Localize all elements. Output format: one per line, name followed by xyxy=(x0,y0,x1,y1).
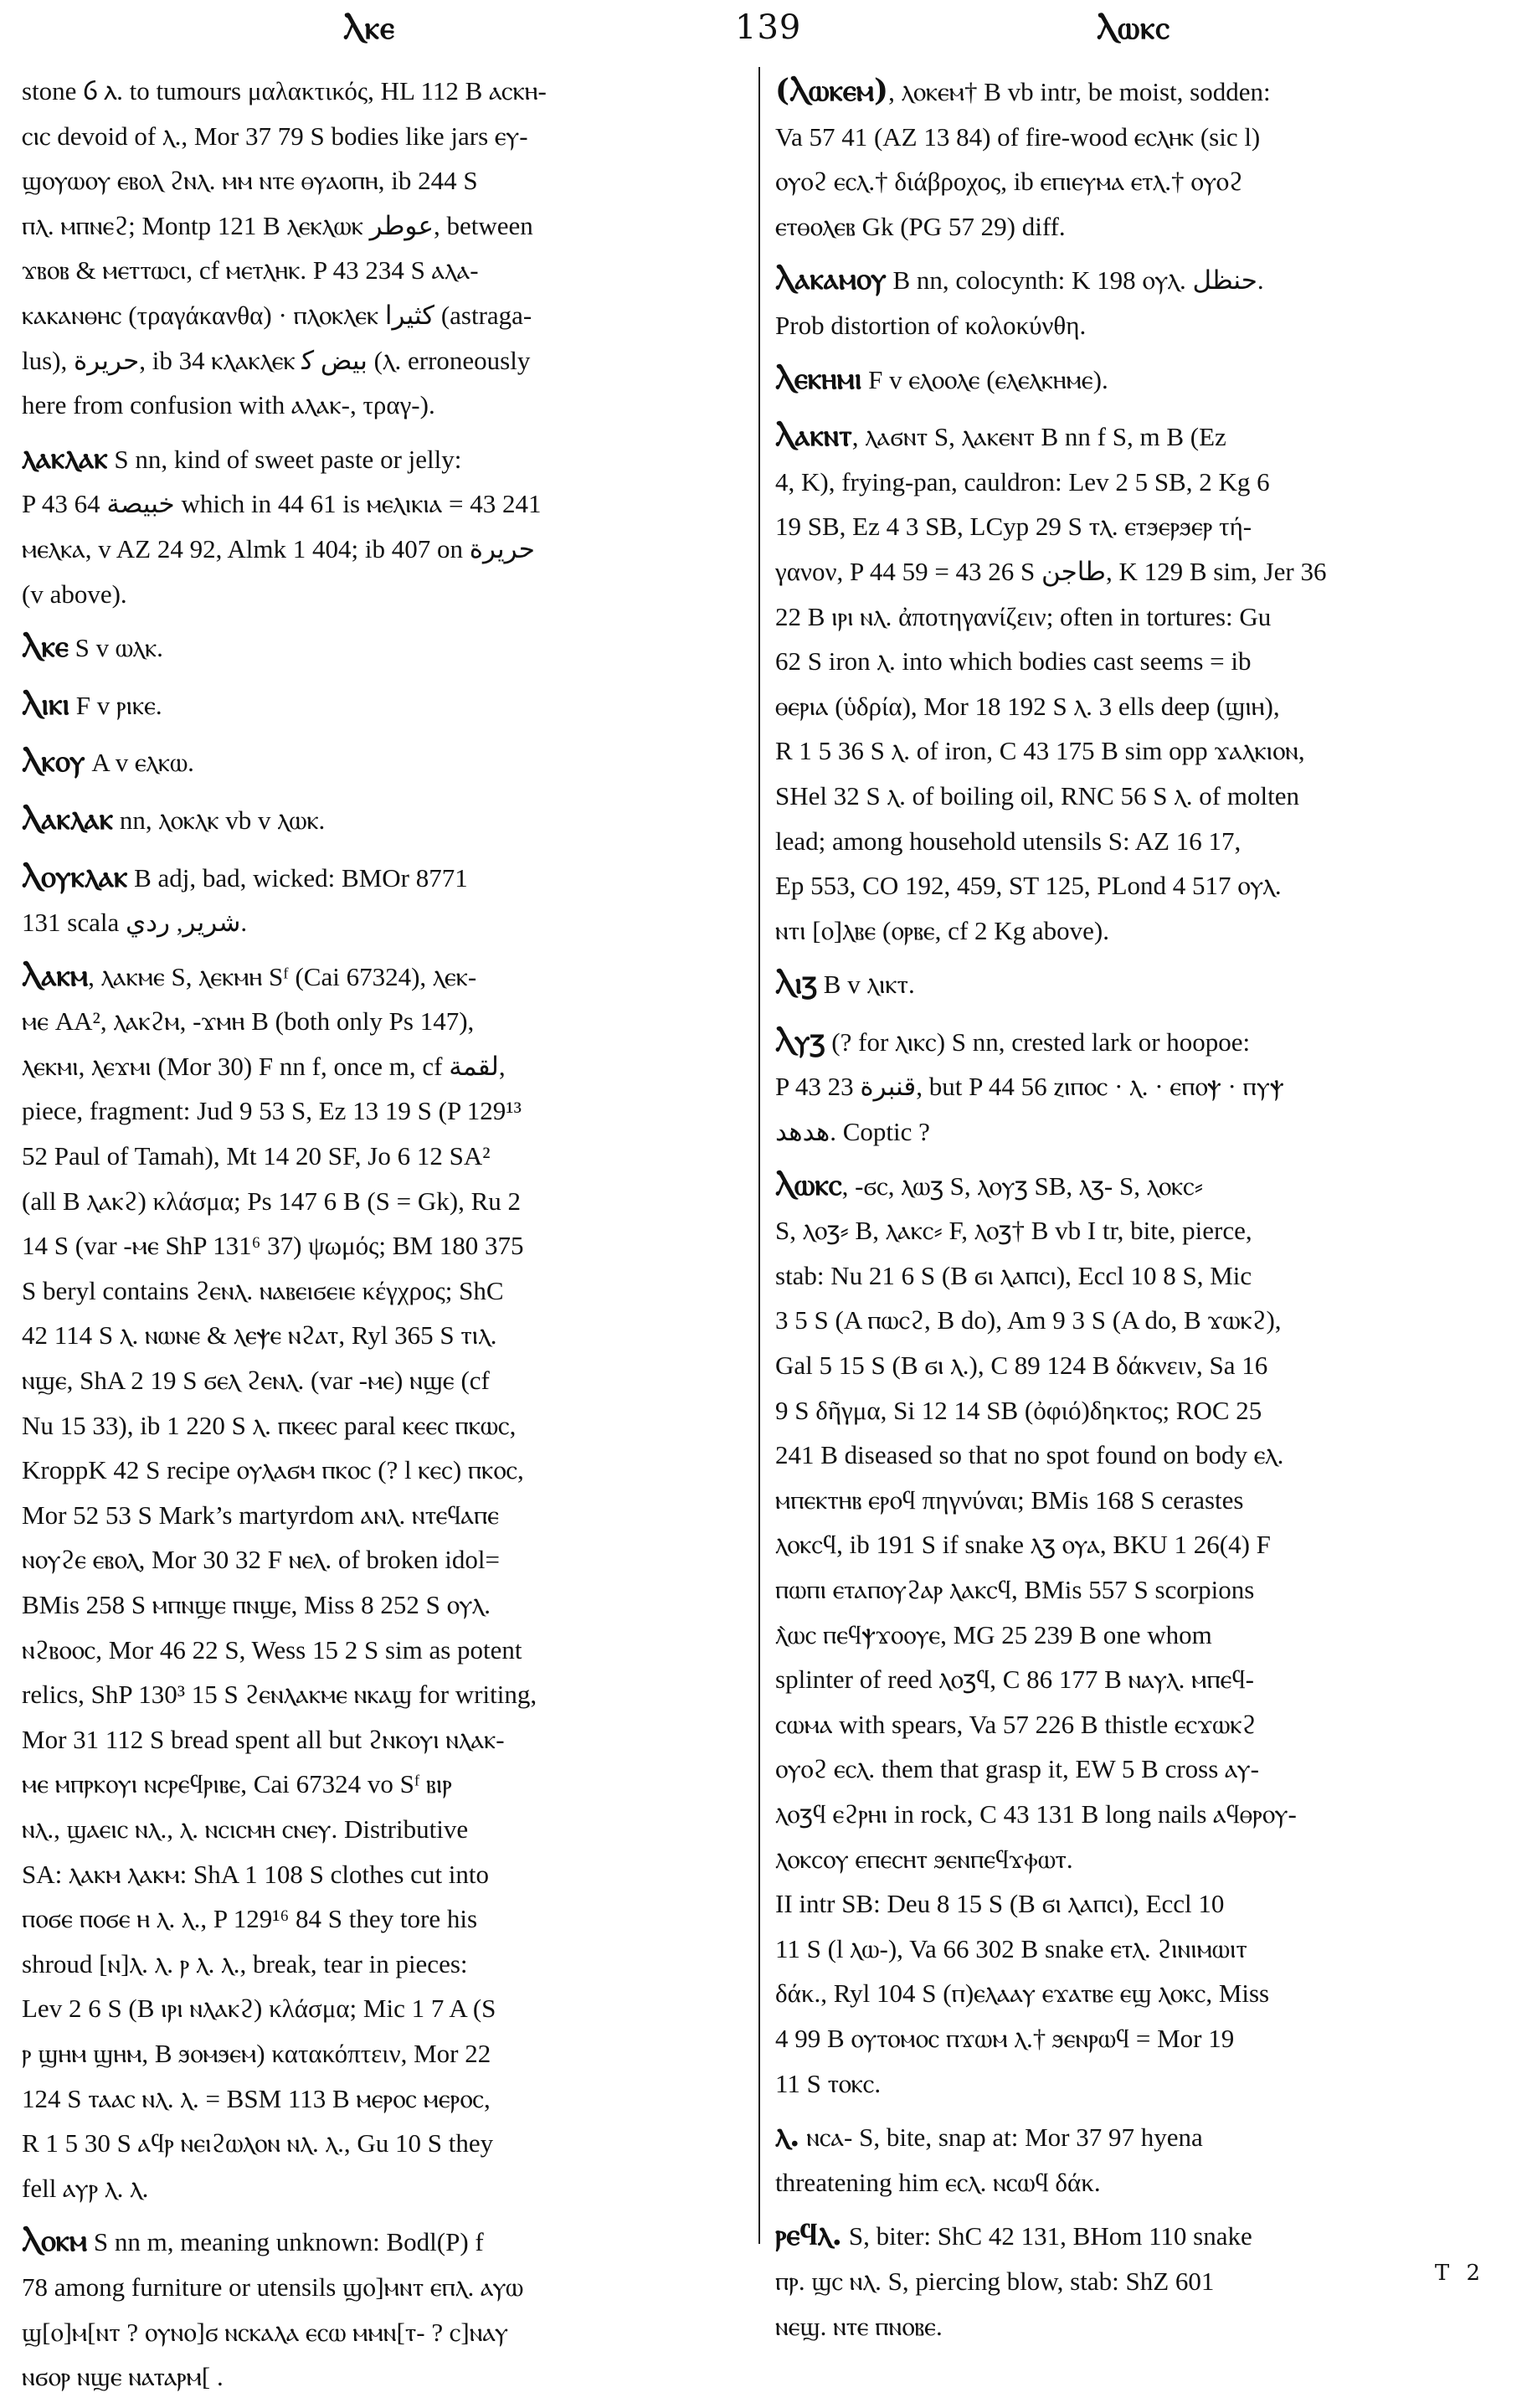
entry-line: Mor 52 53 S Mark’s martyrdom ⲁⲛⲗ. ⲛⲧⲉϥⲁⲡⲉ xyxy=(22,1500,500,1530)
entry-line: P 43 64 ﺧﺒﻴﺼﺔ which in 44 61 is ⲙⲉⲗⲓⲕⲓⲁ = 43 241 xyxy=(22,489,542,519)
column-divider xyxy=(758,67,760,2244)
right-headword-guide: Ⲗⲱⲕⲥ xyxy=(1097,8,1171,46)
headword: ⲣⲉϥⲗ. xyxy=(775,2217,843,2253)
entry-line: S, ⲗⲟⳅ⸗ B, ⲗⲁⲕⲥ⸗ F, ⲗⲟⳅ† B vb I tr, bite, pierce, xyxy=(775,1216,1252,1246)
entry-line: ⲗⲁⲕⲗⲁⲕ S nn, kind of sweet paste or jelly: xyxy=(22,440,462,476)
dictionary-entry xyxy=(22,954,758,2211)
entry-line: Lev 2 6 S (B ⲓⲣⲓ ⲛⲗⲁⲕϩ) κλάσμα; Mic 1 7 A (S xyxy=(22,1994,496,2024)
entry-line: splinter of reed ⲗⲟⳅϥ, C 86 177 B ⲛⲁⲩⲗ. ⲙⲡⲉϥ- xyxy=(775,1665,1254,1695)
entry-line: 19 SB, Ez 4 3 SB, LCyp 29 S ⲧⲗ. ⲉⲧϧⲉⲣϧⲉⲣ τή- xyxy=(775,512,1252,542)
entry-line: ⲉⲧⲑⲟⲗⲉⲃ Gk (PG 57 29) diff. xyxy=(775,211,1066,241)
entry-line: (all B ⲗⲁⲕϩ) κλάσμα; Ps 147 6 B (S = Gk), Ru 2 xyxy=(22,1186,522,1216)
entry-line: ⲛϣⲉ, ShA 2 19 S ϭⲉⲗ ϩⲉⲛⲗ. (var -ⲙⲉ) ⲛϣⲉ (cf xyxy=(22,1366,490,1396)
entry-line: ⲑⲉⲣⲓⲁ (ὑδρία), Mor 18 192 S ⲗ. 3 ells deep (ϣⲓⲏ), xyxy=(775,691,1280,721)
entry-line: SHel 32 S ⲗ. of boiling oil, RNC 56 S ⲗ. of molten xyxy=(775,780,1299,810)
entry-line: S beryl contains ϩⲉⲛⲗ. ⲛⲁⲃⲉⲓϭⲉⲓⲉ κέγχρος; ShC xyxy=(22,1275,504,1305)
entry-line: ⲙⲡⲉⲕⲧⲏⲃ ⲉⲣⲟϥ πηγνύναι; BMis 168 S cerastes xyxy=(775,1484,1244,1515)
left-headword-guide: Ⲗⲕⲉ xyxy=(343,8,395,46)
entry-line: lus), ﺣﺮﻳﺮة, ib 34 ⲕⲗⲁⲕⲗⲉⲕ ﺑﻴﺾ ﻛ (ⲗ. erroneously xyxy=(22,345,531,375)
entry-line: Ⲗⲟⲕⲙ S nn m, meaning unknown: Bodl(P) f xyxy=(22,2223,484,2259)
entry-line: 52 Paul of Tamah), Mt 14 20 SF, Jo 6 12 SA² xyxy=(22,1141,491,1171)
entry-line: 14 S (var -ⲙⲉ ShP 131⁶ 37) ψωμός; BM 180 375 xyxy=(22,1231,524,1261)
entry-line: ϣⲟⲩⲱⲟⲩ ⲉⲃⲟⲗ ϩⲛⲗ. ⲙⲙ ⲛⲧⲉ ⲑⲩⲁⲟⲡⲏ, ib 244 S xyxy=(22,166,478,196)
dictionary-entry xyxy=(775,257,1502,347)
entry-line: ⲡⲟϭⲉ ⲡⲟϭⲉ ⲏ ⲗ. ⲗ., P 129¹⁶ 84 S they tore his xyxy=(22,1904,478,1934)
left-column xyxy=(22,69,758,2408)
entry-line: ⲛⲗ., ϣⲁⲉⲓⲥ ⲛⲗ., ⲗ. ⲛⲥⲓⲥⲙⲏ ⲥⲛⲉⲩ. Distributive xyxy=(22,1814,469,1844)
entry-line: ⲗ. ⲛⲥⲁ- S, bite, snap at: Mor 37 97 hyena xyxy=(775,2118,1203,2154)
dictionary-entry xyxy=(775,2213,1502,2349)
entry-line: ⲟⲩⲟϩ ⲉⲥⲗ. them that grasp it, EW 5 B cross ⲁⲩ- xyxy=(775,1754,1259,1784)
entry-continuation xyxy=(22,69,758,428)
entry-line: KroppK 42 S recipe ⲟⲩⲗⲁϭⲙ ⲡⲕⲟⲥ (? l ⲕⲉⲥ) ⲡⲕⲟⲥ, xyxy=(22,1455,524,1485)
headword: Ⲗⲟⲕⲙ xyxy=(22,2223,88,2259)
headword: Ⲗⲁⲕⲁⲙⲟⲩ xyxy=(775,261,887,297)
entry-line: Ⲗⲓⲕⲓ F v ⲣⲓⲕⲉ. xyxy=(22,686,162,722)
entry-line: ﻫﺪﻫﺪ. Coptic ? xyxy=(775,1117,930,1147)
headword: Ⲗⲟⲩⲕⲗⲁⲕ xyxy=(22,858,128,894)
entry-line: stab: Nu 21 6 S (B ϭⲓ ⲗⲁⲡⲥⲓ), Eccl 10 8 S, Mic xyxy=(775,1260,1252,1290)
entry-line: ϣ[ⲟ]ⲙ[ⲛⲧ ? ⲟⲩⲛⲟ]ϭ ⲛⲥⲕⲁⲗⲁ ⲉⲥⲱ ⲙⲙⲛ[ⲧ- ? ⲥ]ⲛⲁⲩ xyxy=(22,2317,508,2347)
entry-line: 22 B ⲓⲣⲓ ⲛⲗ. ἀποτηγανίζειν; often in tortures: Gu xyxy=(775,601,1272,631)
headword: Ⲗⲁⲕⲙ xyxy=(22,957,89,993)
entry-line: ⲣ ϣⲏⲙ ϣⲏⲙ, B ϧⲟⲙϧⲉⲙ) κατακόπτειν, Mor 22 xyxy=(22,2038,491,2068)
entry-line: P 43 23 ﻗﻨﺒﺮة, but P 44 56 ⲍⲓⲡⲟⲥ · ⲗ. · ⲉⲡⲟⲯ · ⲡⲩⲯ xyxy=(775,1072,1284,1102)
headword: Ⲗⲕⲉ xyxy=(22,629,69,665)
dictionary-entry xyxy=(775,69,1502,249)
entry-line: 241 B diseased so that no spot found on body ⲉⲗ. xyxy=(775,1440,1284,1470)
headword: Ⲗⲉⲕⲏⲙⲓ xyxy=(775,360,862,396)
entry-line: δάκ., Ryl 104 S (ⲡ)ⲉⲗⲁⲁⲩ ⲉϫⲁⲧⲃⲉ ⲉϣ ⲗⲟⲕⲥ, Miss xyxy=(775,1978,1270,2009)
entry-line: here from confusion with ⲁⲗⲁⲕ-, τραγ-). xyxy=(22,390,435,420)
entry-line: Ⲗⲕⲉ S v ⲱⲗⲕ. xyxy=(22,629,163,665)
entry-line: (Ⲗⲱⲕⲉⲙ), ⲗⲟⲕⲉⲙ† B vb intr, be moist, sodden: xyxy=(775,73,1271,108)
entry-line: Va 57 41 (AZ 13 84) of fire-wood ⲉⲥⲗⲏⲕ (sic l) xyxy=(775,121,1261,152)
entry-line: shroud [ⲛ]ⲗ. ⲗ. ⲣ ⲗ. ⲗ., break, tear in pieces: xyxy=(22,1948,468,1978)
headword: Ⲗⲓⳅ xyxy=(775,965,818,1001)
cross-reference-entry xyxy=(22,682,758,728)
entry-line: ϫⲃⲟⲃ & ⲙⲉⲧⲧⲱⲥⲓ, cf ⲙⲉⲧⲗⲏⲕ. P 43 234 S ⲁⲗⲁ- xyxy=(22,255,479,286)
dictionary-entry xyxy=(775,1163,1502,2106)
entry-line: Ⲗⲁⲕⲛⲧ, ⲗⲁϭⲛⲧ S, ⲗⲁⲕⲉⲛⲧ B nn f S, m B (Ez xyxy=(775,418,1226,454)
dictionary-entry xyxy=(22,2219,758,2399)
entry-line: ⲛⲉϣ. ⲛⲧⲉ ⲡⲛⲟⲃⲉ. xyxy=(775,2311,943,2341)
signature-mark: T 2 xyxy=(1434,2261,1485,2286)
entry-line: ⲛⲧⲓ [ⲟ]ⲗⲃⲉ (ⲟⲣⲃⲉ, cf 2 Kg above). xyxy=(775,915,1109,945)
headword: Ⲗⲩⳅ xyxy=(775,1022,825,1058)
entry-line: Mor 31 112 S bread spent all but ϩⲛⲕⲟⲩⲓ ⲛⲗⲁⲕ- xyxy=(22,1724,505,1754)
entry-line: ⲗⲟⳅϥ ⲉϩⲣⲏⲓ in rock, C 43 131 B long nails ⲁϥⲑⲣⲟⲩ- xyxy=(775,1798,1297,1829)
entry-line: ⲡⲗ. ⲙⲡⲛⲉϩ; Montp 121 B ⲗⲉⲕⲗⲱⲕ ﻋﻮﻃﺮ, between xyxy=(22,210,533,240)
entry-line: BMis 258 S ⲙⲡⲛϣⲉ ⲡⲛϣⲉ, Miss 8 252 S ⲟⲩⲗ. xyxy=(22,1590,491,1619)
entry-line: Prob distortion of κολοκύνθη. xyxy=(775,310,1087,340)
entry-line: γανον, P 44 59 = 43 26 S ﻃﺎﺟﻦ, K 129 B sim, Jer 36 xyxy=(775,556,1327,586)
entry-line: ⲙⲉ AA², ⲗⲁⲕϩⲙ, -ϫⲙⲏ B (both only Ps 147), xyxy=(22,1006,475,1037)
headword: Ⲗⲁⲕⲗⲁⲕ xyxy=(22,800,114,836)
entry-line: 4 99 B ⲟⲩⲧⲟⲙⲟⲥ ⲡϫⲱⲙ ⲗ.† ϧⲉⲛⲣⲱϥ = Mor 19 xyxy=(775,2023,1235,2053)
cross-reference-entry xyxy=(775,357,1502,403)
entry-line: ⲡⲣ. ϣⲥ ⲛⲗ. S, piercing blow, stab: ShZ 601 xyxy=(775,2266,1215,2296)
entry-line: Ⲗⲱⲕⲥ, -ϭⲥ, ⲗⲱⳅ S, ⲗⲟⲩⳅ SB, ⲗⳅ- S, ⲗⲟⲕⲥ⸗ xyxy=(775,1166,1204,1202)
running-head xyxy=(0,8,1532,64)
dictionary-entry xyxy=(775,1019,1502,1155)
entry-line: ⲛⲟⲩϩⲉ ⲉⲃⲟⲗ, Mor 30 32 F ⲛⲉⲗ. of broken idol= xyxy=(22,1545,500,1575)
entry-line: 42 114 S ⲗ. ⲛⲱⲛⲉ & ⲗⲉⲯⲉ ⲛϩⲁⲧ, Ryl 365 S ⲧⲓⲗ. xyxy=(22,1320,497,1351)
entry-line: 131 scala ﺷﺮﻳﺮ, ﺭﺩﻱ. xyxy=(22,908,248,938)
entry-line: 78 among furniture or utensils ϣⲟ]ⲙⲛⲧ ⲉⲡⲗ. ⲁⲩⲱ xyxy=(22,2272,524,2302)
dictionary-entry xyxy=(775,414,1502,953)
headword: ⲗ. xyxy=(775,2118,800,2154)
entry-line: Ⲗⲓⳅ B v ⲗⲓⲕⲧ. xyxy=(775,965,915,1001)
entry-line: ⲗⲉⲕⲙⲓ, ⲗⲉϫⲙⲓ (Mor 30) F nn f, once m, cf ﻟﻘﻤﺔ, xyxy=(22,1051,506,1081)
entry-line: Gal 5 15 S (B ϭⲓ ⲗ.), C 89 124 B δάκνειν, Sa 16 xyxy=(775,1351,1268,1381)
entry-line: ⲙⲉ ⲙⲡⲣⲕⲟⲩⲓ ⲛⲥⲣⲉϥⲣⲓⲃⲉ, Cai 67324 vo Sᶠ ⲃⲓⲣ xyxy=(22,1769,452,1799)
dictionary-entry xyxy=(22,436,758,616)
cross-reference-entry xyxy=(22,625,758,671)
entry-line: Ⲗⲁⲕⲗⲁⲕ nn, ⲗⲟⲕⲗⲕ vb v ⲗⲱⲕ. xyxy=(22,800,326,836)
entry-line: R 1 5 30 S ⲁϥⲣ ⲛⲉⲓϩⲱⲗⲟⲛ ⲛⲗ. ⲗ., Gu 10 S they xyxy=(22,2128,494,2158)
cross-reference-entry xyxy=(22,797,758,843)
entry-line: ⲗⲟⲕⲥϥ, ib 191 S if snake ⲗⳅ ⲟⲩⲁ, BKU 1 26(4) F xyxy=(775,1530,1271,1560)
entry-line: 11 S (l ⲗⲱ-), Va 66 302 B snake ⲉⲧⲗ. ϩⲓⲛⲓⲙⲱⲓⲧ xyxy=(775,1933,1247,1963)
entry-line: 62 S iron ⲗ. into which bodies cast seems = ib xyxy=(775,646,1252,677)
entry-line: R 1 5 36 S ⲗ. of iron, C 43 175 B sim opp ϫⲁⲗⲕⲓⲟⲛ, xyxy=(775,736,1305,766)
page-number: 139 xyxy=(735,8,802,47)
headword: ⲗⲁⲕⲗⲁⲕ xyxy=(22,440,108,476)
entry-line: piece, fragment: Jud 9 53 S, Ez 13 19 S (P 129¹³ xyxy=(22,1096,522,1126)
entry-line: 11 S ⲧⲟⲕⲥ. xyxy=(775,2068,882,2098)
entry-line: Nu 15 33), ib 1 220 S ⲗ. ⲡⲕⲉⲉⲥ paral ⲕⲉⲉⲥ ⲡⲕⲱⲥ, xyxy=(22,1410,517,1440)
entry-line: ⲛϩⲃⲟⲟⲥ, Mor 46 22 S, Wess 15 2 S sim as potent xyxy=(22,1634,522,1665)
dictionary-entry xyxy=(775,2114,1502,2205)
entry-line: Ⲗⲕⲟⲩ A v ⲉⲗⲕⲱ. xyxy=(22,743,194,780)
entry-line: ⲕⲁⲕⲁⲛⲑⲏⲥ (τραγάκανθα) · ⲡⲗⲟⲕⲗⲉⲕ ﻛﺜﻴﺮا (astraga- xyxy=(22,300,532,330)
headword: Ⲗⲓⲕⲓ xyxy=(22,686,70,722)
entry-line: 124 S ⲧⲁⲁⲥ ⲛⲗ. ⲗ. = BSM 113 B ⲙⲉⲣⲟⲥ ⲙⲉⲣⲟⲥ, xyxy=(22,2083,491,2113)
headword: Ⲗⲕⲟⲩ xyxy=(22,743,85,780)
entry-line: ⲣⲉϥⲗ. S, biter: ShC 42 131, BHom 110 snake xyxy=(775,2217,1252,2253)
entry-line: 9 S δῆγμα, Si 12 14 SB (ὀφιό)δηκτος; ROC 25 xyxy=(775,1395,1262,1425)
entry-line: lead; among household utensils S: AZ 16 17, xyxy=(775,826,1242,856)
entry-line: Ⲗⲩⳅ (? for ⲗⲓⲕⲥ) S nn, crested lark or hoopoe: xyxy=(775,1022,1251,1058)
entry-line: Ⲗⲁⲕⲁⲙⲟⲩ B nn, colocynth: K 198 ⲟⲩⲗ. ﺣﻨﻈﻞ. xyxy=(775,261,1264,297)
entry-line: ⲟⲩⲟϩ ⲉⲥⲗ.† διάβροχος, ib ⲉⲡⲓⲉⲩⲙⲁ ⲉⲧⲗ.† ⲟⲩⲟϩ xyxy=(775,167,1243,197)
entry-line: ⲥⲱⲙⲁ with spears, Va 57 226 B thistle ⲉⲥϫⲱⲕϩ xyxy=(775,1709,1257,1739)
cross-reference-entry xyxy=(22,739,758,785)
entry-line: Ep 553, CO 192, 459, ST 125, PLond 4 517 ⲟⲩⲗ. xyxy=(775,871,1282,901)
dictionary-entry xyxy=(22,855,758,945)
entry-line: ⲥⲓⲥ devoid of ⲗ., Mor 37 79 S bodies like jars ⲉⲩ- xyxy=(22,121,528,151)
entry-line: 3 5 S (A ⲡⲱⲥϩ, B do), Am 9 3 S (A do, B ϫⲱⲕϩ), xyxy=(775,1305,1282,1335)
entry-line: II intr SB: Deu 8 15 S (B ϭⲓ ⲗⲁⲡⲥⲓ), Eccl 10 xyxy=(775,1889,1225,1919)
entry-line: ⲛϭⲟⲣ ⲛϣⲉ ⲛⲁⲧⲁⲣⲙ[ . xyxy=(22,2362,224,2392)
cross-reference-entry xyxy=(775,961,1502,1007)
entry-line: 4, K), frying-pan, cauldron: Lev 2 5 SB, 2 Kg 6 xyxy=(775,466,1270,497)
headword: Ⲗⲁⲕⲛⲧ xyxy=(775,418,852,454)
headword: Ⲗⲱⲕⲥ xyxy=(775,1166,842,1202)
entry-line: stone ⳓ ⲗ. to tumours μαλακτικός, HL 112 B ⲁⲥⲕⲏ- xyxy=(22,76,547,105)
entry-line: ⲗⲟⲕⲥⲟⲩ ⲉⲡⲉⲥⲏⲧ ϧⲉⲛⲡⲉϥϫⲫⲱⲧ. xyxy=(775,1844,1073,1874)
entry-line: fell ⲁⲩⲣ ⲗ. ⲗ. xyxy=(22,2173,149,2203)
headword: (Ⲗⲱⲕⲉⲙ) xyxy=(775,73,889,108)
entry-line: ⲡⲱⲡⲓ ⲉⲧⲁⲡⲟⲩϩⲁⲣ ⲗⲁⲕⲥϥ, BMis 557 S scorpions xyxy=(775,1575,1255,1604)
entry-line: SA: ⲗⲁⲕⲙ ⲗⲁⲕⲙ: ShA 1 108 S clothes cut into xyxy=(22,1859,490,1889)
entry-line: ⲗ̀ⲱⲥ ⲡⲉϥⲯϫⲟⲟⲩⲉ, MG 25 239 B one whom xyxy=(775,1619,1212,1649)
entry-line: Ⲗⲉⲕⲏⲙⲓ F v ⲉⲗⲟⲟⲗⲉ (ⲉⲗⲉⲗⲕⲏⲙⲉ). xyxy=(775,360,1108,396)
entry-line: Ⲗⲁⲕⲙ, ⲗⲁⲕⲙⲉ S, ⲗⲉⲕⲙⲏ Sᶠ (Cai 67324), ⲗⲉⲕ- xyxy=(22,957,477,993)
entry-line: Ⲗⲟⲩⲕⲗⲁⲕ B adj, bad, wicked: BMOr 8771 xyxy=(22,858,468,894)
entry-line: threatening him ⲉⲥⲗ. ⲛⲥⲱϥ δάκ. xyxy=(775,2167,1101,2197)
entry-line: (v above). xyxy=(22,579,127,609)
entry-line: relics, ShP 130³ 15 S ϩⲉⲛⲗⲁⲕⲙⲉ ⲛⲕⲁϣ for writing, xyxy=(22,1680,537,1710)
right-column xyxy=(775,69,1502,2357)
entry-line: ⲙⲉⲗⲕⲁ, v AZ 24 92, Almk 1 404; ib 407 on ﺣﺮﻳﺮة xyxy=(22,533,535,563)
